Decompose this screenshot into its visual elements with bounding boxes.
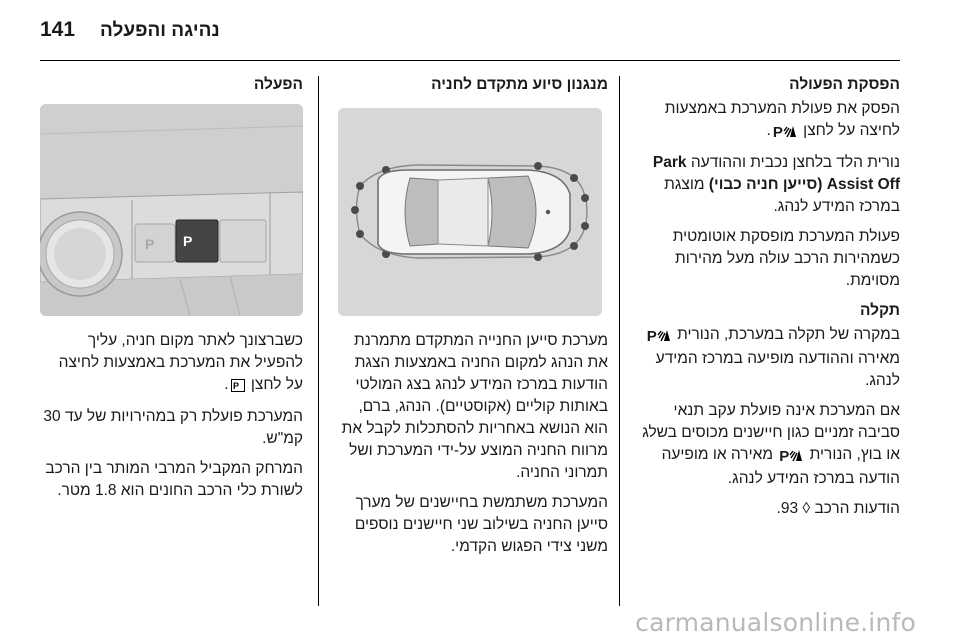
stop-paragraph-1: הפסק את פעולת המערכת באמצעות לחיצה על לחצן P. (628, 98, 900, 144)
activation-heading: הפעלה (253, 76, 303, 93)
activation-paragraph-1: כשברצונך לאתר מקום חניה, עליך להפעיל את המערכת באמצעות לחיצה על לחצן P . (40, 330, 303, 398)
console-button-advanced-park-assist-icon: P (183, 233, 193, 249)
vehicle-messages-reference: הודעות הרכב ◊ 93. (776, 500, 900, 517)
watermark: carmanualsonline.info (635, 608, 916, 637)
car-sensors-illustration (338, 108, 602, 316)
stop-paragraph-3: פעולת המערכת מופסקת אוטומטית כשמהירות הרכב עולה מעל מהירות מסוימת. (672, 228, 900, 289)
activation-paragraph-2: המערכת פועלת רק במהירויות של עד 30 קמ"ש. (43, 408, 303, 447)
left-column-body (40, 330, 303, 510)
svg-text:P: P (232, 381, 239, 391)
column-divider-left (318, 76, 319, 606)
park-assist-warning-icon: P (647, 326, 671, 348)
middle-column-body (332, 330, 608, 566)
advanced-park-assist-paragraph-2: המערכת משתמשת בחיישנים של מערך סייען החניה בשילוב שני חיישנים נוספים משני צידי הפגוש הקדמי. (354, 494, 608, 555)
middle-column (332, 74, 608, 98)
page-number: 141 (40, 18, 76, 41)
advanced-park-assist-paragraph-1: מערכת סייען החנייה המתקדם מתמרנת את הנהג למקום החניה באמצעות הצגת הודעות במרכז המידע לנהג בצג המולטי באותות קוליים (אקוסטיים). הנהג, ברם, הוא הנושא באחריות להסתכלות לקבל את מרווח החניה המוצע על-ידי המערכת ושל תמרוני החניה. (341, 332, 608, 481)
header-rule (40, 60, 900, 61)
park-assist-icon: P (773, 122, 797, 144)
fault-paragraph-2: אם המערכת אינה פועלת עקב תנאי סביבה זמניים כגון חיישנים מכוסים בשלג או בוץ, הנורית P מאירה או מופיעה הודעה במרכז המידע לנהג. (642, 402, 900, 487)
stop-heading: הפסקת הפעולה (789, 76, 900, 93)
advanced-park-assist-button-icon (231, 376, 245, 398)
fault-paragraph-1: במקרה של תקלה במערכת, הנורית P מאירה וההודעה מופיעה במרכז המידע לנהג. (646, 326, 900, 389)
left-column (40, 74, 303, 98)
console-button-park-assist-icon: P (145, 236, 155, 252)
center-console-illustration (40, 104, 303, 316)
column-divider-right (619, 76, 620, 606)
activation-paragraph-3: המרחק המקביל המרבי המותר בין הרכב לשורת כלי הרכב החונים הוא 1.8 מטר. (45, 460, 303, 499)
stop-paragraph-2: נורית הלד בלחצן נכבית וההודעה Park Assist Off (סייען חניה כבוי) מוצגת במרכז המידע לנהג. (652, 154, 900, 215)
park-assist-warning-icon-2: P (779, 446, 803, 468)
page-title: נהיגה והפעלה (100, 20, 220, 41)
advanced-park-assist-heading: מנגנון סיוע מתקדם לחניה (431, 76, 608, 93)
fault-heading: תקלה (860, 302, 900, 319)
right-column (628, 74, 900, 528)
